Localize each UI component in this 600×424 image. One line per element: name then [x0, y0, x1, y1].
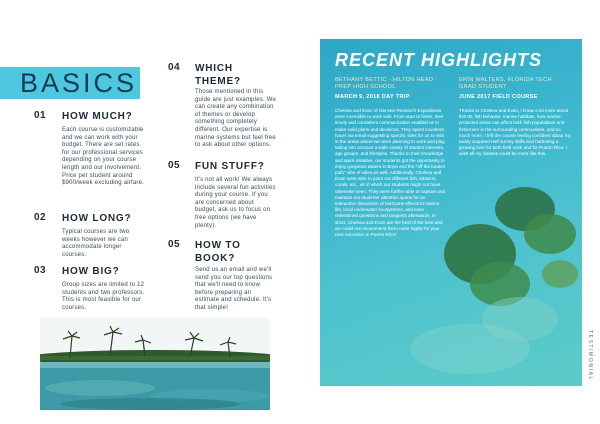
- item-body: Send us an email and we'll send you our top questions that we'll need to know before preparing an estimate and schedule. It's that simple!: [195, 267, 273, 311]
- item-heading: WHICH THEME?: [195, 63, 241, 87]
- item-number: 03: [34, 265, 47, 276]
- basics-banner: [0, 67, 140, 99]
- item-heading: HOW BIG?: [62, 266, 120, 277]
- faq-item-fun-stuff: [168, 160, 278, 230]
- testimonial-body-left: Chelsea and Evan of Isla Mar Research Expeditions were incredible to work with. From start to finish, their timely and consistent communication enabled us to make solid plans and decisions. They spent countless hours via email suggesting specific sites for us to visit in the areas where we were planning to work and play, taking into account a wide variety of student interests, age groups, and lifestyles. Thanks to their knowledge and quick initiative, our students got the opportunity to enjoy gorgeous waters in Boya and the "off the beaten path" vibe of cities as well. Additionally, Chelsea and Evan were able to point out different fish, lobsters, corals, etc., all of which our students might not have otherwise seen. They were further able to capture and maintain our students' attention spans for an interactive discussion of hurricane effects to marine life, local underwater ecosystems, and even entertained questions and tangents afterwards. In short, Chelsea and Evan are the best of the best and we could not recommend them more highly for your next excursion in Puerto Rico!: [335, 108, 446, 238]
- item-heading: HOW TO BOOK?: [195, 240, 241, 264]
- beach-photo: [40, 318, 270, 410]
- testimonial-author-right: ERIN WALTERS, FLORIDA TECH GRAD STUDENT: [459, 77, 552, 90]
- faq-item-which-theme: [168, 62, 278, 154]
- item-body: It's not all work! We always include several fun activities during your course. If you are concerned about budget, ask us to focus on free options (we have plenty).: [195, 177, 276, 229]
- testimonial-date-right: JUNE 2017 FIELD COURSE: [459, 94, 538, 100]
- beach-photo-art: [40, 318, 270, 410]
- faq-item-how-long: [34, 212, 144, 257]
- item-number: 04: [168, 62, 181, 73]
- item-heading: HOW LONG?: [62, 213, 132, 224]
- item-body: Typical courses are two weeks however we can accommodate longer courses.: [62, 229, 130, 258]
- testimonial-side-label: TESTIMONIAL: [587, 330, 593, 381]
- item-body: Group sizes are limited to 12 students and two professors. This is most feasible for our courses.: [62, 282, 145, 311]
- item-number: 05: [168, 239, 181, 250]
- item-body: Those mentioned in this guide are just examples. We can create any combination of themes or develop something completely different. Our expertise is marine systems but feel free to ask about other options.: [195, 89, 276, 149]
- item-heading: FUN STUFF?: [195, 161, 265, 172]
- item-heading: HOW MUCH?: [62, 111, 133, 122]
- testimonial-date-left: MARCH 9, 2018 DAY TRIP: [335, 94, 410, 100]
- item-number: 01: [34, 110, 47, 121]
- basics-title: BASICS: [20, 67, 138, 98]
- item-number: 02: [34, 212, 47, 223]
- item-body: Each course is customizable and we can work with your budget. There are set rates for our professional services depending on your course length and our involvement. Price per student around $900/week excluding airfare.: [62, 127, 144, 187]
- highlights-title: RECENT HIGHLIGHTS: [335, 50, 543, 70]
- faq-item-how-big: [34, 265, 144, 310]
- faq-item-how-to-book: [168, 239, 278, 314]
- testimonial-body-right: Thanks to Chelsea and Evan, I know a lot more about fish ID, fish behavior, marine habitats, how marine protected areas can affect both fish populations and fishermen in the surrounding communities, and so much more. I left the course feeling confident about my newly acquired reef survey skills and harboring a growing love for both field work and for Puerto Rico. I wish all my classes could be more like this.: [459, 108, 571, 157]
- item-number: 05: [168, 160, 181, 171]
- faq-item-how-much: [34, 110, 144, 205]
- testimonial-author-left: BETHANY BETTIC - HILTON HEAD PREP HIGH SCHOOL: [335, 77, 434, 90]
- recent-highlights-panel: [320, 39, 582, 386]
